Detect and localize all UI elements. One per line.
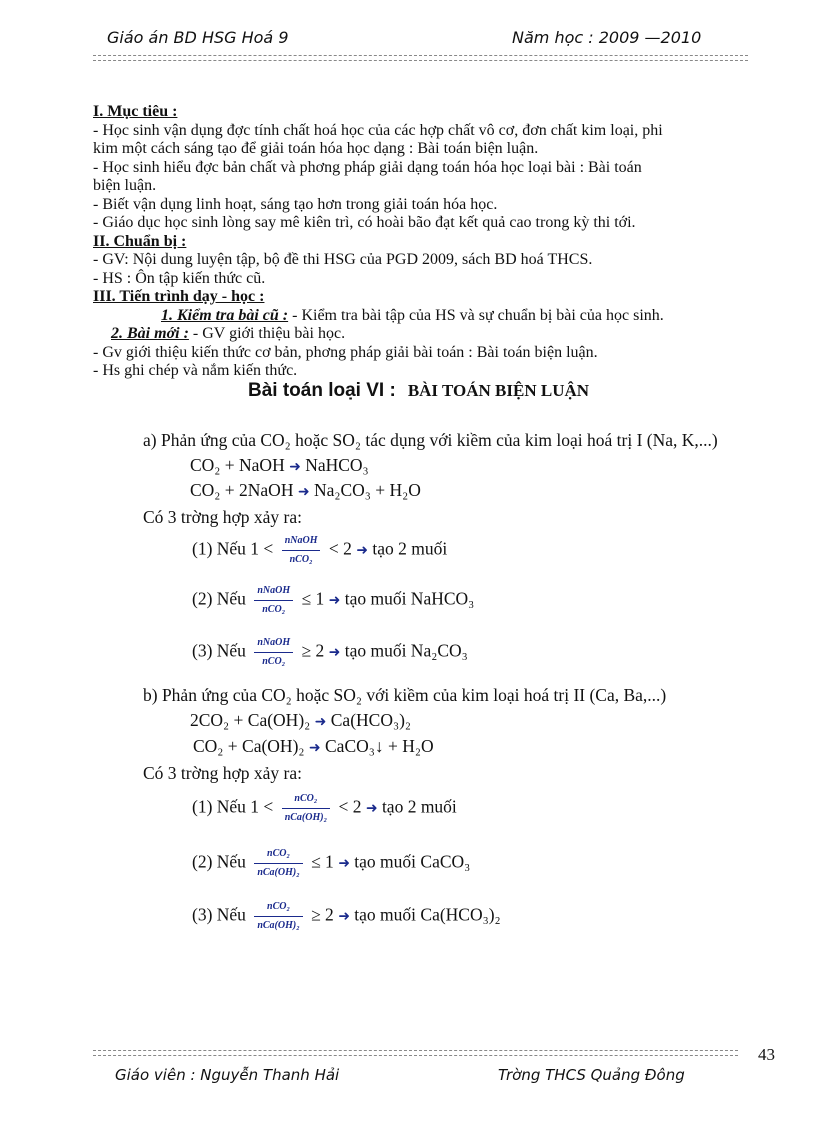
text-line: biện luận.: [93, 177, 157, 194]
footer-divider: [93, 1050, 738, 1056]
header-right: Năm học : 2009 —2010: [512, 28, 702, 47]
page-number: 43: [758, 1045, 775, 1064]
reaction-arrow-icon: ➜: [297, 485, 310, 500]
eq-right: Na₂CO₃ + H₂O: [313, 480, 421, 500]
objectives-section: [93, 103, 753, 381]
part-b-cases-intro: Có 3 trờng hợp xảy ra:: [143, 763, 302, 783]
section-title-preparation: II. Chuẩn bị :: [93, 232, 187, 250]
fraction-denominator: nCO₂: [262, 656, 286, 667]
part-a-intro: a) Phản ứng của CO₂ hoặc SO₂ tác dụng với kiềm của kim loại hoá trị I (Na, K,...): [143, 430, 718, 450]
eq-left: CO₂ + 2NaOH: [190, 480, 294, 500]
lesson-title-part1: Bài toán loại VI :: [248, 380, 396, 401]
process-item-1: [93, 307, 753, 326]
text-line: kim một cách sáng tạo để giải toán hóa học dạng : Bài toán biện luận.: [93, 140, 539, 157]
eq-right: NaHCO₃: [305, 455, 369, 475]
process-item-2-text: - GV giới thiệu bài học.: [188, 325, 346, 342]
part-b-case-2: [192, 845, 470, 882]
case-result: tạo 2 muối: [381, 796, 457, 817]
case-prefix: (2) Nếu: [192, 851, 246, 872]
part-a-cases-intro: Có 3 trờng hợp xảy ra:: [143, 507, 302, 527]
case-prefix: (1) Nếu 1 <: [192, 538, 274, 559]
case-prefix: (3) Nếu: [192, 640, 246, 661]
eq-left: CO₂ + Ca(OH)₂: [193, 736, 305, 756]
ratio-fraction: [282, 532, 321, 569]
part-a-case-2: [192, 582, 474, 619]
case-prefix: (1) Nếu 1 <: [192, 796, 274, 817]
arrow-icon: ➜: [328, 593, 341, 609]
lesson-title-part2: BÀI TOÁN BIỆN LUẬN: [407, 381, 590, 400]
text-line: - Biết vận dụng linh hoạt, sáng tạo hơn trong giải toán hóa học.: [93, 195, 498, 213]
case-condition: < 2: [338, 796, 362, 817]
process-item-2: [93, 325, 753, 344]
fraction-numerator: nNaOH: [254, 582, 293, 601]
fraction-numerator: nCO₂: [254, 845, 302, 864]
text-line: - Hs ghi chép và nắm kiến thức.: [93, 362, 298, 379]
part-a-case-3: [192, 634, 468, 671]
case-prefix: (3) Nếu: [192, 904, 246, 925]
ratio-fraction: [282, 790, 330, 827]
case-condition: ≥ 2: [301, 640, 325, 661]
text-line: - Học sinh hiểu đợc bản chất và phơng pháp giải dạng toán hóa học loại bài : Bài toán: [93, 158, 642, 176]
reaction-arrow-icon: ➜: [308, 741, 321, 756]
lesson-title: [248, 380, 589, 402]
text-line: - HS : Ôn tập kiến thức cũ.: [93, 269, 266, 287]
part-b-equation-1: [190, 710, 411, 731]
ratio-fraction: [254, 898, 302, 935]
text-line: - GV: Nội dung luyện tập, bộ đề thi HSG của PGD 2009, sách BD hoá THCS.: [93, 251, 593, 268]
fraction-numerator: nNaOH: [254, 634, 293, 653]
case-condition: ≤ 1: [311, 851, 334, 872]
case-prefix: (2) Nếu: [192, 588, 246, 609]
reaction-arrow-icon: ➜: [289, 460, 301, 475]
part-a-case-1: [192, 532, 447, 569]
header-left: Giáo án BD HSG Hoá 9: [107, 28, 289, 47]
case-result: tạo muối Na₂CO₃: [344, 640, 468, 661]
footer-school: Trờng THCS Quảng Đông: [498, 1066, 685, 1084]
eq-right: Ca(HCO₃)₂: [330, 710, 411, 730]
process-item-1-text: - Kiểm tra bài tập của HS và sự chuẩn bị bài của học sinh.: [288, 306, 664, 324]
arrow-icon: ➜: [356, 543, 368, 559]
arrow-icon: ➜: [338, 909, 350, 925]
case-condition: < 2: [328, 538, 352, 559]
arrow-icon: ➜: [338, 856, 350, 872]
header-divider: [93, 55, 748, 61]
text-line: - Giáo dục học sinh lòng say mê kiên trì, có hoài bão đạt kết quả cao trong kỳ thi tới.: [93, 214, 636, 231]
case-condition: ≥ 2: [311, 904, 334, 925]
case-result: tạo muối CaCO₃: [354, 851, 471, 872]
footer-teacher: Giáo viên : Nguyễn Thanh Hải: [115, 1066, 340, 1084]
process-item-2-label: 2. Bài mới :: [111, 325, 189, 342]
section-title-process: III. Tiến trình dạy - học :: [93, 288, 265, 305]
eq-right: CaCO₃↓ + H₂O: [325, 736, 434, 756]
process-item-1-label: 1. Kiểm tra bài cũ :: [161, 306, 289, 324]
case-result: tạo 2 muối: [372, 538, 448, 559]
ratio-fraction: [254, 845, 302, 882]
eq-left: CO₂ + NaOH: [190, 455, 285, 475]
fraction-numerator: nCO₂: [254, 898, 302, 917]
fraction-denominator: nCO₂: [262, 604, 286, 615]
fraction-numerator: nNaOH: [282, 532, 321, 551]
fraction-denominator: nCa(OH)₂: [257, 867, 300, 878]
part-b-equation-2: [193, 736, 434, 757]
fraction-numerator: nCO₂: [282, 790, 330, 809]
part-b-case-3: [192, 898, 501, 935]
case-condition: ≤ 1: [301, 588, 325, 609]
section-title-objectives: I. Mục tiêu :: [93, 103, 178, 120]
eq-left: 2CO₂ + Ca(OH)₂: [190, 710, 311, 730]
arrow-icon: ➜: [365, 801, 378, 817]
fraction-denominator: nCa(OH)₂: [284, 812, 328, 823]
case-result: tạo muối Ca(HCO₃)₂: [354, 904, 501, 925]
text-line: - Học sinh vận dụng đợc tính chất hoá học của các hợp chất vô cơ, đơn chất kim loại, phi: [93, 121, 663, 139]
text-line: - Gv giới thiệu kiến thức cơ bản, phơng pháp giải bài toán : Bài toán biện luận.: [93, 343, 598, 361]
part-a-equation-1: [190, 455, 369, 476]
part-a-equation-2: [190, 480, 421, 501]
ratio-fraction: [254, 582, 293, 619]
fraction-denominator: nCO₂: [289, 554, 313, 565]
reaction-arrow-icon: ➜: [314, 715, 327, 730]
fraction-denominator: nCa(OH)₂: [257, 920, 300, 931]
part-b-intro: b) Phản ứng của CO₂ hoặc SO₂ với kiềm của kim loại hoá trị II (Ca, Ba,...): [143, 685, 667, 705]
part-b-case-1: [192, 790, 457, 827]
arrow-icon: ➜: [328, 645, 341, 661]
ratio-fraction: [254, 634, 293, 671]
case-result: tạo muối NaHCO₃: [344, 588, 475, 609]
